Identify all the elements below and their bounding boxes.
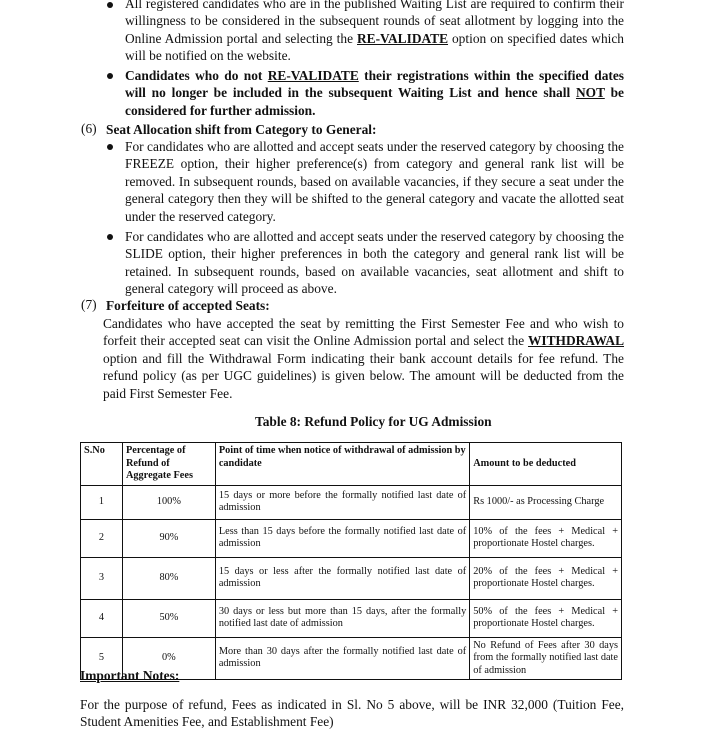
text-span: their registrations within the specified dates will no longer be included in the subsequent Waiting List and hence shall	[125, 68, 624, 101]
important-notes-text: For the purpose of refund, Fees as indicated in Sl. No 5 above, will be INR 32,000 (Tuition Fee, Student Amenities Fee, and Establishment Fee)	[80, 697, 624, 730]
row-point-of-time: More than 30 days after the formally notified last date of admission	[215, 637, 469, 680]
text-span: All registered candidates who are in the published Waiting List are required to confirm their willingness to be considered in the subsequent rounds of seat allotment by logging into the Online Admission portal and selecting the	[125, 0, 624, 46]
row-sno: 1	[81, 485, 123, 519]
table-row	[81, 519, 622, 557]
row-amount: 10% of the fees + Medical + proportionate Hostel charges.	[470, 519, 622, 557]
header-percentage: Percentage of Refund of Aggregate Fees	[122, 443, 215, 486]
forfeiture-paragraph	[103, 315, 624, 402]
bullet-marker	[107, 73, 113, 79]
section-7-title: Forfeiture of accepted Seats:	[106, 298, 270, 313]
revalidate-emphasis: RE-VALIDATE	[357, 30, 449, 46]
waiting-list-confirm-paragraph	[125, 0, 624, 65]
header-amount-deducted: Amount to be deducted	[470, 443, 622, 486]
table-row	[81, 485, 622, 519]
important-notes-title: Important Notes:	[80, 668, 180, 683]
bullet-marker	[107, 234, 113, 240]
row-amount: No Refund of Fees after 30 days from the formally notified last date of admission	[470, 637, 622, 680]
row-point-of-time: Less than 15 days before the formally notified last date of admission	[215, 519, 469, 557]
slide-option-paragraph: For candidates who are allotted and accept seats under the reserved category by choosing the SLIDE option, their higher preferences in both the category and general rank list will be retained. In subsequent rounds, based on available vacancies, seat allotment and shift to general category will proceed as above.	[125, 229, 624, 297]
row-point-of-time: 15 days or less after the formally notified last date of admission	[215, 557, 469, 599]
section-6-number: (6)	[81, 121, 97, 136]
text-span: Candidates who do not	[125, 68, 268, 83]
row-sno: 3	[81, 557, 123, 599]
table-row	[81, 557, 622, 599]
row-percentage: 100%	[122, 485, 215, 519]
header-point-of-time: Point of time when notice of withdrawal of admission by candidate	[215, 443, 469, 486]
row-amount: 20% of the fees + Medical + proportionate Hostel charges.	[470, 557, 622, 599]
row-percentage: 50%	[122, 599, 215, 637]
text-span: option on specified dates which will be notified on the website.	[125, 30, 624, 64]
row-amount: 50% of the fees + Medical + proportionate Hostel charges.	[470, 599, 622, 637]
row-point-of-time: 15 days or more before the formally notified last date of admission	[215, 485, 469, 519]
row-percentage: 80%	[122, 557, 215, 599]
text-span: option and fill the Withdrawal Form indicating their bank account details for fee refund. The refund policy (as per UGC guidelines) is given below. The amount will be deducted from the paid First Semester Fee.	[103, 350, 624, 401]
row-sno: 5	[81, 637, 123, 680]
header-sno: S.No	[81, 443, 123, 486]
revalidate-warning-paragraph	[125, 67, 624, 119]
withdrawal-emphasis: WITHDRAWAL	[528, 333, 624, 349]
text-span: be considered for further admission.	[125, 85, 624, 118]
bullet-marker	[107, 144, 113, 150]
row-amount: Rs 1000/- as Processing Charge	[470, 485, 622, 519]
row-percentage: 90%	[122, 519, 215, 557]
row-sno: 4	[81, 599, 123, 637]
table-caption: Table 8: Refund Policy for UG Admission	[255, 414, 492, 429]
bullet-marker	[107, 2, 113, 8]
section-6-title: Seat Allocation shift from Category to General:	[106, 122, 377, 137]
revalidate-emphasis: RE-VALIDATE	[267, 68, 359, 83]
table-header-row	[81, 443, 622, 486]
row-sno: 2	[81, 519, 123, 557]
freeze-option-paragraph: For candidates who are allotted and accept seats under the reserved category by choosing the FREEZE option, their higher preference(s) from category and general rank list will be removed. In subsequent rounds, based on available vacancies, if they secure a seat under the general category then they will be shifted to the general category and vacate the allotted seat under the reserved category.	[125, 139, 624, 224]
row-percentage: 0%	[122, 637, 215, 680]
not-emphasis: NOT	[575, 85, 605, 101]
refund-policy-table	[80, 442, 622, 680]
row-point-of-time: 30 days or less but more than 15 days, after the formally notified last date of admission	[215, 599, 469, 637]
table-row	[81, 599, 622, 637]
section-7-number: (7)	[81, 297, 97, 312]
text-span: Candidates who have accepted the seat by remitting the First Semester Fee and who wish to forfeit their accepted seat can visit the Online Admission portal and select the	[103, 316, 624, 349]
